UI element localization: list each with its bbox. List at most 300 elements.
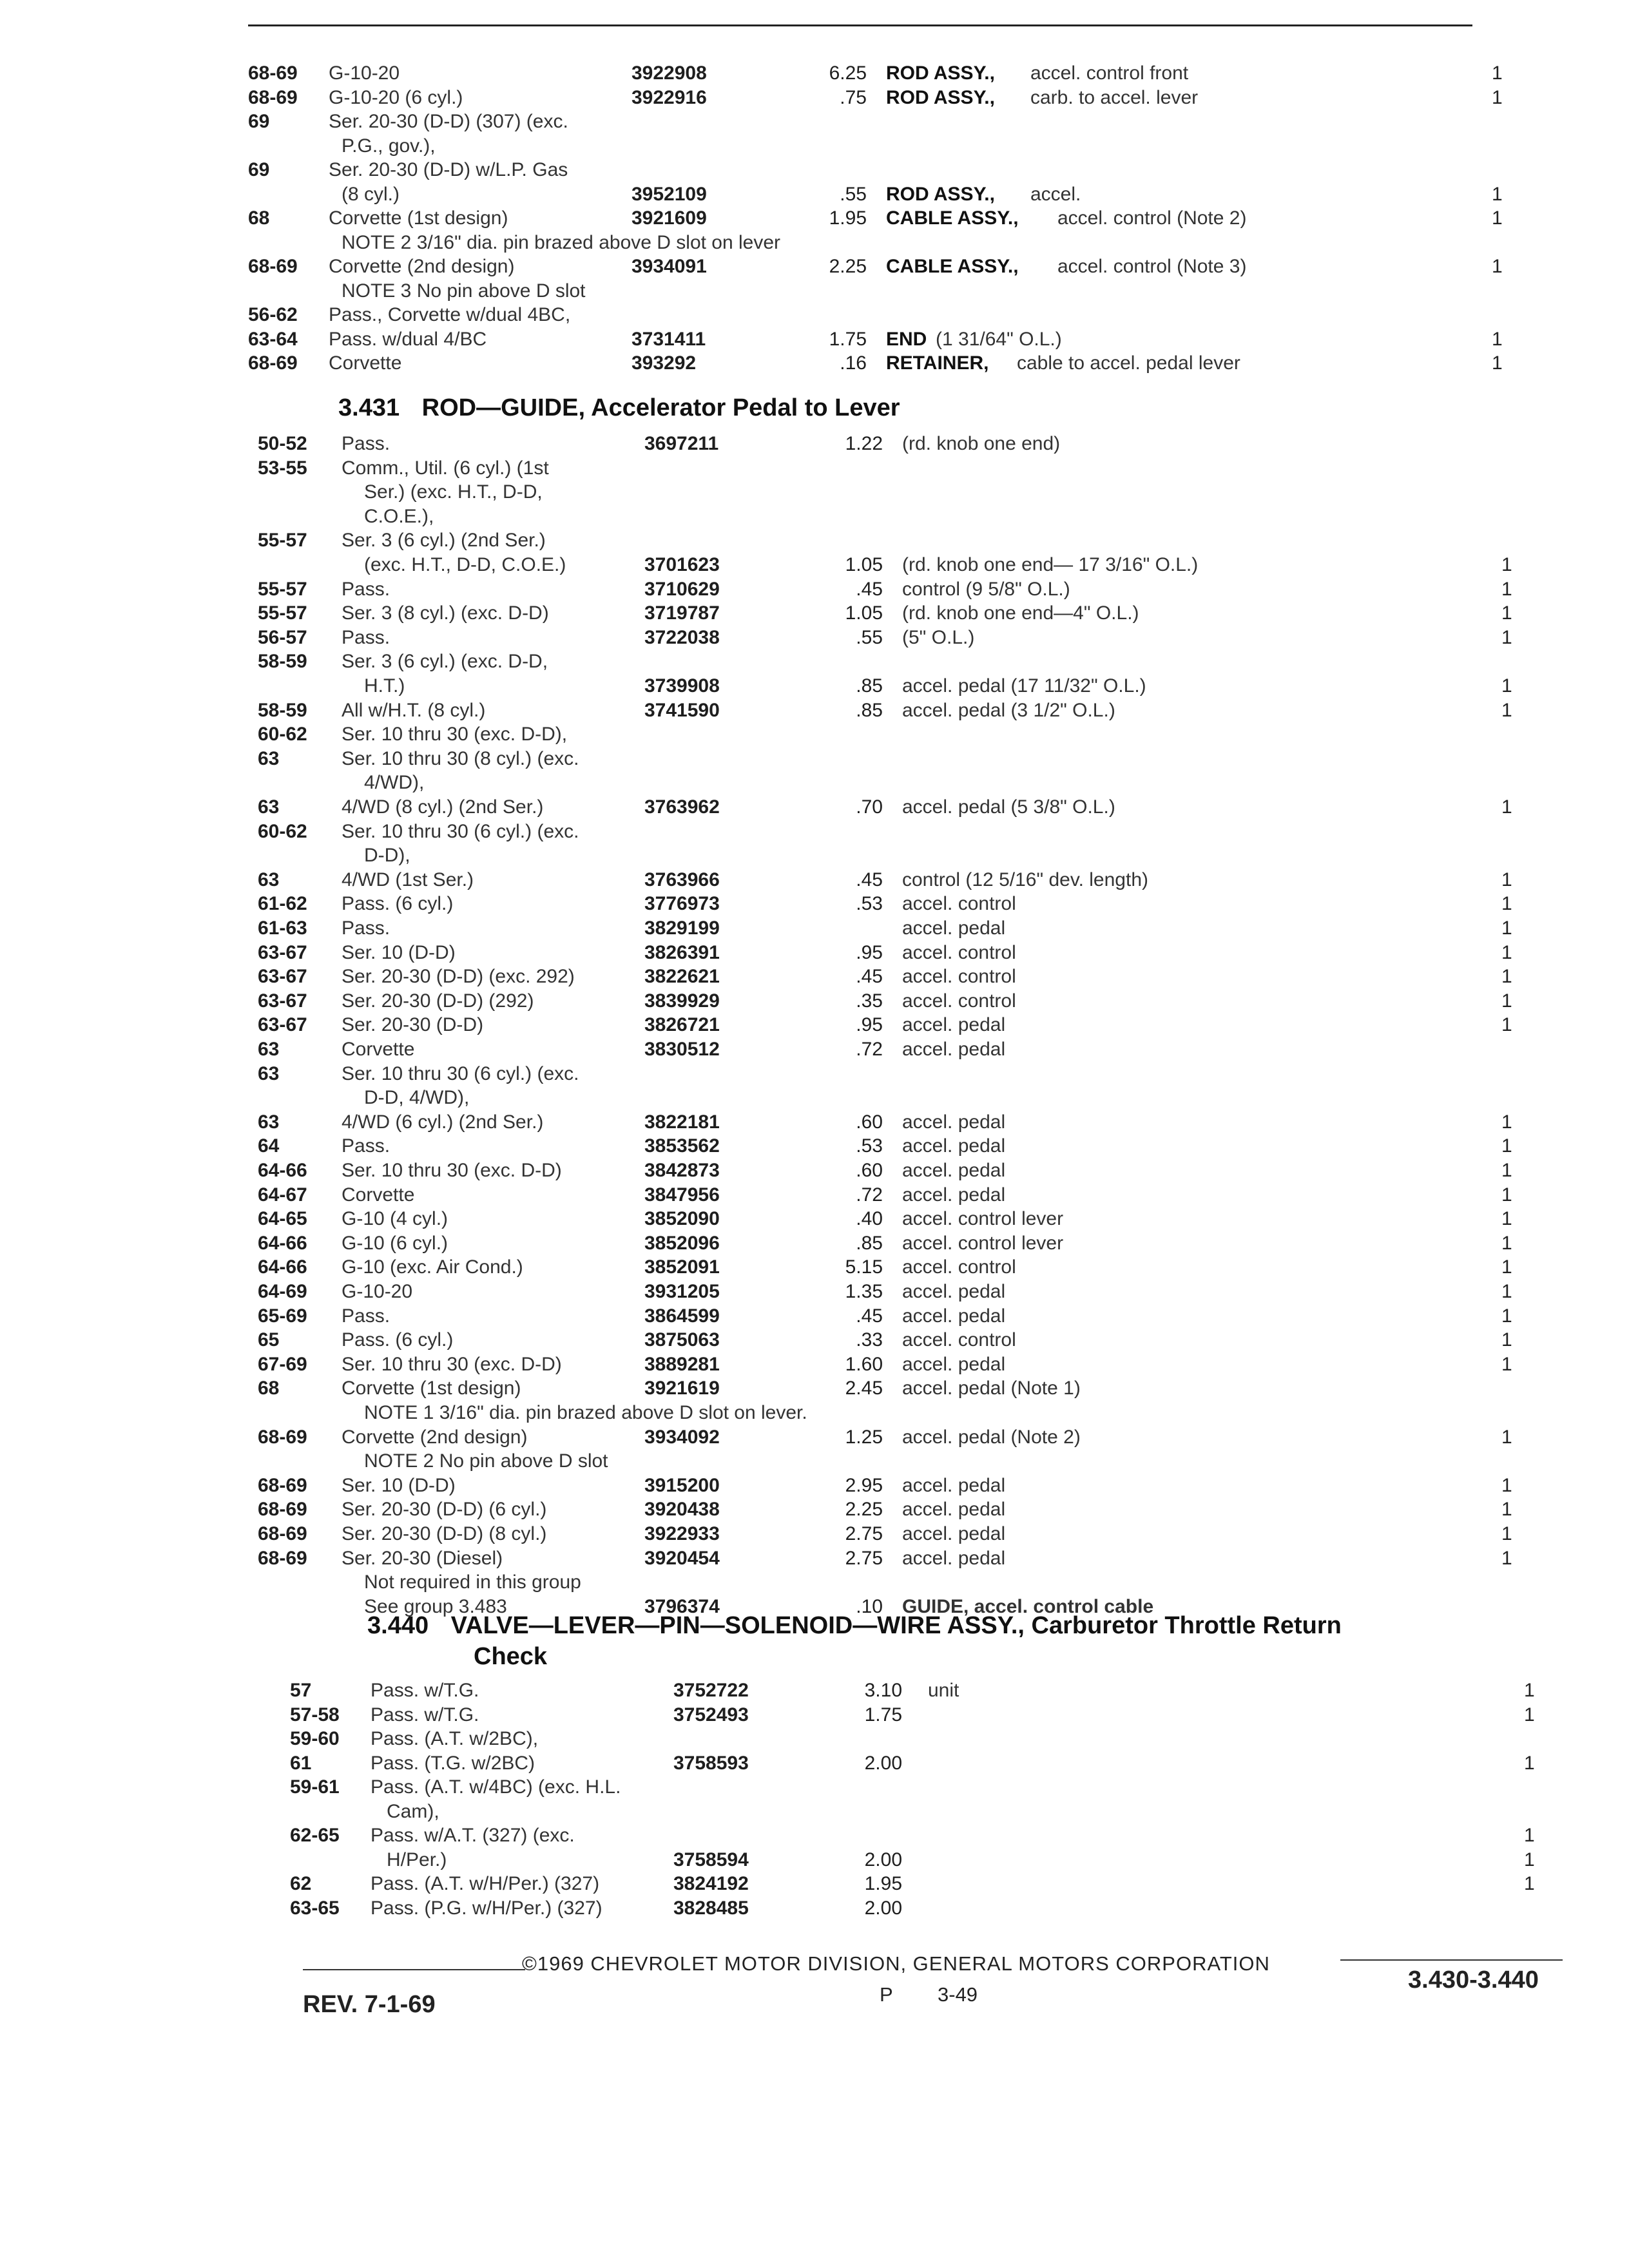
part-number: 3776973 xyxy=(644,893,720,915)
table-row xyxy=(0,722,1629,747)
part-number: 3830512 xyxy=(644,1039,720,1060)
year-range: 58-59 xyxy=(258,651,307,673)
part-description: accel. control (Note 2) xyxy=(1057,207,1247,229)
quantity: 1 xyxy=(1492,352,1503,374)
part-description: accel. control xyxy=(902,893,1016,915)
part-description: accel. pedal xyxy=(902,1160,1006,1181)
table-row xyxy=(0,303,1629,327)
quantity: 1 xyxy=(1501,1523,1512,1544)
quantity: 1 xyxy=(1501,796,1512,818)
part-number: 3889281 xyxy=(644,1353,720,1375)
application: Pass. (P.G. w/H/Per.) (327) xyxy=(371,1897,602,1919)
part-number: 3739908 xyxy=(644,675,720,697)
part-description: accel. control (Note 3) xyxy=(1057,256,1247,277)
quantity: 1 xyxy=(1524,1704,1535,1725)
part-number: 3752493 xyxy=(673,1704,749,1725)
list-price: 2.00 xyxy=(864,1897,902,1919)
part-description: control (9 5/8" O.L.) xyxy=(902,578,1070,600)
table-row xyxy=(0,1872,1629,1896)
table-row xyxy=(0,1678,1629,1703)
list-price: .72 xyxy=(856,1039,883,1060)
year-range: 68-69 xyxy=(248,256,298,277)
quantity: 1 xyxy=(1501,602,1512,624)
table-row xyxy=(0,1896,1629,1921)
section-number: 3.431 xyxy=(338,394,400,421)
part-description: accel. xyxy=(1030,183,1081,205)
year-range: 63-67 xyxy=(258,990,307,1012)
part-number: 3920438 xyxy=(644,1499,720,1521)
part-description: accel. control xyxy=(902,1329,1016,1351)
quantity: 1 xyxy=(1501,1281,1512,1302)
table-row xyxy=(0,626,1629,650)
section-title: ROD—GUIDE, Accelerator Pedal to Lever xyxy=(421,394,900,421)
list-price: 1.05 xyxy=(845,602,883,624)
quantity: 1 xyxy=(1524,1752,1535,1774)
part-name: CABLE ASSY., xyxy=(886,207,1019,229)
quantity: 1 xyxy=(1524,1873,1535,1894)
application: Pass. w/T.G. xyxy=(371,1680,479,1701)
application: Cam), xyxy=(387,1800,439,1822)
year-range: 59-61 xyxy=(290,1776,340,1798)
table-row xyxy=(0,892,1629,916)
part-description: (rd. knob one end— 17 3/16" O.L.) xyxy=(902,554,1199,575)
revision-date: REV. 7-1-69 xyxy=(303,1991,436,2018)
application: C.O.E.), xyxy=(364,505,434,527)
list-price: 5.15 xyxy=(845,1256,883,1278)
part-description: accel. pedal xyxy=(902,1014,1006,1036)
part-number: 3763966 xyxy=(644,869,720,890)
table-row xyxy=(0,505,1629,529)
part-description: accel. control lever xyxy=(902,1232,1064,1254)
top-rule xyxy=(248,24,1472,26)
application: 4/WD (8 cyl.) (2nd Ser.) xyxy=(342,796,544,818)
year-range: 64-66 xyxy=(258,1256,307,1278)
application: Pass. w/dual 4/BC xyxy=(329,328,487,350)
part-name: ROD ASSY., xyxy=(886,62,995,84)
application: (8 cyl.) xyxy=(342,183,400,205)
part-description: accel. pedal xyxy=(902,1039,1006,1060)
part-number: 3822621 xyxy=(644,966,720,988)
list-price: 2.95 xyxy=(845,1474,883,1496)
table-row xyxy=(0,1425,1629,1450)
part-description: accel. pedal xyxy=(902,1184,1006,1206)
table-row xyxy=(0,1328,1629,1352)
year-range: 55-57 xyxy=(258,602,307,624)
application: Ser. 3 (6 cyl.) (2nd Ser.) xyxy=(342,530,546,552)
year-range: 68 xyxy=(248,207,270,229)
copyright: ©1969 CHEVROLET MOTOR DIVISION, GENERAL MOTORS CORPORATION xyxy=(522,1952,1270,1975)
part-number: 3758594 xyxy=(673,1849,749,1870)
list-price: 1.95 xyxy=(829,207,867,229)
part-number: 3922908 xyxy=(631,62,707,84)
year-range: 56-57 xyxy=(258,626,307,648)
application: Corvette (2nd design) xyxy=(329,256,515,277)
year-range: 61 xyxy=(290,1752,312,1774)
part-description: accel. pedal xyxy=(902,1305,1006,1327)
application: All w/H.T. (8 cyl.) xyxy=(342,699,486,721)
list-price: .16 xyxy=(840,352,867,374)
section-range: 3.430-3.440 xyxy=(1408,1966,1539,1994)
application: 4/WD), xyxy=(364,772,425,794)
list-price: .75 xyxy=(840,86,867,108)
application: G-10 (exc. Air Cond.) xyxy=(342,1256,523,1278)
list-price: 1.95 xyxy=(864,1873,902,1894)
year-range: 69 xyxy=(248,159,270,180)
application: Pass. (A.T. w/2BC), xyxy=(371,1728,539,1749)
quantity: 1 xyxy=(1492,183,1503,205)
table-row xyxy=(0,1086,1629,1110)
quantity: 1 xyxy=(1501,675,1512,697)
application: Corvette xyxy=(329,352,402,374)
list-price: .60 xyxy=(856,1111,883,1133)
part-description: accel. control xyxy=(902,1256,1016,1278)
application: NOTE 1 3/16" dia. pin brazed above D slot on lever. xyxy=(364,1402,807,1423)
table-row xyxy=(0,86,1629,110)
year-range: 58-59 xyxy=(258,699,307,721)
part-number: 3842873 xyxy=(644,1160,720,1181)
table-row xyxy=(0,480,1629,505)
quantity: 1 xyxy=(1492,86,1503,108)
application: P.G., gov.), xyxy=(342,135,436,157)
part-name: CABLE ASSY., xyxy=(886,256,1019,277)
year-range: 68-69 xyxy=(248,352,298,374)
list-price: .33 xyxy=(856,1329,883,1351)
list-price: .45 xyxy=(856,966,883,988)
part-name: ROD ASSY., xyxy=(886,86,995,108)
application: Ser. 20-30 (Diesel) xyxy=(342,1547,503,1569)
application: Ser. 20-30 (D-D) (6 cyl.) xyxy=(342,1499,547,1521)
part-number: 3864599 xyxy=(644,1305,720,1327)
page-number: 3-49 xyxy=(938,1983,978,2006)
application: Pass. xyxy=(342,1305,390,1327)
table-row xyxy=(0,1304,1629,1329)
list-price: .53 xyxy=(856,893,883,915)
quantity: 1 xyxy=(1501,1160,1512,1181)
application: Ser. 3 (8 cyl.) (exc. D-D) xyxy=(342,602,549,624)
application: (exc. H.T., D-D, C.O.E.) xyxy=(364,554,566,575)
quantity: 1 xyxy=(1501,1014,1512,1036)
table-row xyxy=(0,916,1629,941)
table-row xyxy=(0,820,1629,844)
year-range: 64-66 xyxy=(258,1232,307,1254)
footer-rule-right xyxy=(1340,1959,1563,1961)
table-row xyxy=(0,965,1629,989)
quantity: 1 xyxy=(1492,256,1503,277)
table-row xyxy=(0,1497,1629,1522)
year-range: 62 xyxy=(290,1873,312,1894)
year-range: 68-69 xyxy=(258,1523,307,1544)
application: Ser. 20-30 (D-D) (8 cyl.) xyxy=(342,1523,547,1544)
part-number: 3763962 xyxy=(644,796,720,818)
quantity: 1 xyxy=(1501,1329,1512,1351)
part-description: (5" O.L.) xyxy=(902,626,975,648)
part-description: accel. control front xyxy=(1030,62,1189,84)
year-range: 63-64 xyxy=(248,328,298,350)
table-row xyxy=(0,1449,1629,1474)
list-price: .72 xyxy=(856,1184,883,1206)
application: NOTE 3 No pin above D slot xyxy=(342,280,586,302)
application: G-10-20 (6 cyl.) xyxy=(329,86,463,108)
part-description: (rd. knob one end—4" O.L.) xyxy=(902,602,1139,624)
list-price: 1.25 xyxy=(845,1426,883,1448)
part-description: GUIDE, accel. control cable xyxy=(902,1595,1154,1617)
list-price: .10 xyxy=(856,1595,883,1617)
application: Pass. xyxy=(342,578,390,600)
table-row xyxy=(0,601,1629,626)
application: G-10 (4 cyl.) xyxy=(342,1208,448,1230)
application: H/Per.) xyxy=(387,1849,447,1870)
list-price: .45 xyxy=(856,869,883,890)
table-row xyxy=(0,1570,1629,1595)
list-price: 2.25 xyxy=(845,1499,883,1521)
list-price: .45 xyxy=(856,1305,883,1327)
part-number: 3722038 xyxy=(644,626,720,648)
table-row xyxy=(0,182,1629,207)
section-heading-3440-line2 xyxy=(474,1643,547,1671)
part-description: accel. pedal (Note 2) xyxy=(902,1426,1081,1448)
application: D-D, 4/WD), xyxy=(364,1087,470,1109)
part-description: accel. pedal (3 1/2" O.L.) xyxy=(902,699,1115,721)
part-number: 3752722 xyxy=(673,1680,749,1701)
year-range: 69 xyxy=(248,111,270,132)
year-range: 62-65 xyxy=(290,1825,340,1846)
part-number: 3915200 xyxy=(644,1474,720,1496)
application: Ser.) (exc. H.T., D-D, xyxy=(364,481,543,503)
year-range: 61-63 xyxy=(258,918,307,939)
table-row xyxy=(0,1823,1629,1848)
year-range: 61-62 xyxy=(258,893,307,915)
list-price: .95 xyxy=(856,1014,883,1036)
year-range: 68-69 xyxy=(258,1499,307,1521)
table-row xyxy=(0,528,1629,553)
table-row xyxy=(0,351,1629,376)
table-row xyxy=(0,674,1629,698)
table-row xyxy=(0,110,1629,134)
application: Ser. 10 thru 30 (6 cyl.) (exc. xyxy=(342,820,579,842)
application: Ser. 20-30 (D-D) xyxy=(342,1014,484,1036)
part-description: accel. pedal xyxy=(902,1547,1006,1569)
list-price: 1.05 xyxy=(845,554,883,575)
application: Ser. 20-30 (D-D) (exc. 292) xyxy=(342,966,575,988)
table-row xyxy=(0,255,1629,279)
part-description: accel. pedal xyxy=(902,1523,1006,1544)
quantity: 1 xyxy=(1501,1305,1512,1327)
table-row xyxy=(0,1848,1629,1872)
application: G-10-20 xyxy=(329,62,400,84)
part-number: 3710629 xyxy=(644,578,720,600)
table-row xyxy=(0,1255,1629,1280)
quantity: 1 xyxy=(1501,869,1512,890)
table-row xyxy=(0,649,1629,674)
table-row xyxy=(0,158,1629,182)
part-number: 3853562 xyxy=(644,1135,720,1157)
year-range: 68-69 xyxy=(258,1426,307,1448)
list-price: 1.75 xyxy=(829,328,867,350)
table-row xyxy=(0,1751,1629,1776)
application: Pass. (A.T. w/H/Per.) (327) xyxy=(371,1873,600,1894)
table-row xyxy=(0,1546,1629,1571)
application: 4/WD (6 cyl.) (2nd Ser.) xyxy=(342,1111,544,1133)
year-range: 65 xyxy=(258,1329,280,1351)
table-row xyxy=(0,941,1629,965)
application: Corvette (1st design) xyxy=(342,1378,521,1399)
quantity: 1 xyxy=(1501,1135,1512,1157)
year-range: 63 xyxy=(258,796,280,818)
year-range: 65-69 xyxy=(258,1305,307,1327)
section-title-cont: Check xyxy=(474,1643,548,1670)
quantity: 1 xyxy=(1492,207,1503,229)
table-row xyxy=(0,61,1629,86)
list-price: .40 xyxy=(856,1208,883,1230)
part-number: 3921609 xyxy=(631,207,707,229)
part-name: END xyxy=(886,328,927,350)
year-range: 63 xyxy=(258,869,280,890)
quantity: 1 xyxy=(1501,1232,1512,1254)
quantity: 1 xyxy=(1501,1547,1512,1569)
table-row xyxy=(0,553,1629,577)
part-description: accel. control lever xyxy=(902,1208,1064,1230)
table-row xyxy=(0,1727,1629,1751)
list-price: .53 xyxy=(856,1135,883,1157)
application: Ser. 20-30 (D-D) (292) xyxy=(342,990,534,1012)
year-range: 64 xyxy=(258,1135,280,1157)
part-number: 3824192 xyxy=(673,1873,749,1894)
part-number: 3847956 xyxy=(644,1184,720,1206)
year-range: 64-67 xyxy=(258,1184,307,1206)
year-range: 63-65 xyxy=(290,1897,340,1919)
quantity: 1 xyxy=(1501,918,1512,939)
quantity: 1 xyxy=(1501,1426,1512,1448)
part-description: carb. to accel. lever xyxy=(1030,86,1199,108)
year-range: 59-60 xyxy=(290,1728,340,1749)
year-range: 64-65 xyxy=(258,1208,307,1230)
part-description: accel. control xyxy=(902,966,1016,988)
part-description: accel. pedal (Note 1) xyxy=(902,1378,1081,1399)
year-range: 63-67 xyxy=(258,966,307,988)
part-number: 3952109 xyxy=(631,183,707,205)
quantity: 1 xyxy=(1501,1184,1512,1206)
part-number: 3826391 xyxy=(644,941,720,963)
footer-rule-left xyxy=(303,1969,525,1970)
quantity: 1 xyxy=(1501,1474,1512,1496)
list-price: .60 xyxy=(856,1160,883,1181)
table-row xyxy=(0,698,1629,723)
table-row xyxy=(0,989,1629,1014)
application: Corvette (2nd design) xyxy=(342,1426,528,1448)
table-row xyxy=(0,577,1629,602)
part-number: 3920454 xyxy=(644,1547,720,1569)
part-number: 3934091 xyxy=(631,256,707,277)
part-number: 3829199 xyxy=(644,918,720,939)
section-heading-3431 xyxy=(338,394,900,422)
section-number: 3.440 xyxy=(367,1612,429,1639)
application: Not required in this group xyxy=(364,1571,581,1593)
table-row xyxy=(0,795,1629,820)
year-range: 68 xyxy=(258,1378,280,1399)
application: Corvette xyxy=(342,1039,415,1060)
list-price: .85 xyxy=(856,699,883,721)
year-range: 63 xyxy=(258,1062,280,1084)
list-price: 3.10 xyxy=(864,1680,902,1701)
table-row xyxy=(0,279,1629,303)
part-number: 3697211 xyxy=(644,433,719,454)
part-name: ROD ASSY., xyxy=(886,183,995,205)
part-number: 3852091 xyxy=(644,1256,720,1278)
part-number: 3828485 xyxy=(673,1897,749,1919)
table-row xyxy=(0,1522,1629,1546)
quantity: 1 xyxy=(1492,328,1503,350)
list-price: 2.00 xyxy=(864,1849,902,1870)
table-row xyxy=(0,1037,1629,1062)
table-row xyxy=(0,1703,1629,1727)
quantity: 1 xyxy=(1501,1208,1512,1230)
table-row xyxy=(0,231,1629,255)
part-number: 3922916 xyxy=(631,86,707,108)
year-range: 63 xyxy=(258,747,280,769)
part-description: cable to accel. pedal lever xyxy=(1017,352,1240,374)
application: D-D), xyxy=(364,845,410,867)
year-range: 60-62 xyxy=(258,820,307,842)
table-row xyxy=(0,747,1629,771)
application: Corvette (1st design) xyxy=(329,207,508,229)
application: See group 3.483 xyxy=(364,1595,507,1617)
application: Corvette xyxy=(342,1184,415,1206)
year-range: 64-66 xyxy=(258,1160,307,1181)
list-price: 1.60 xyxy=(845,1353,883,1375)
section-heading-3440 xyxy=(367,1612,1342,1640)
application: Ser. 10 thru 30 (exc. D-D), xyxy=(342,724,568,745)
year-range: 57 xyxy=(290,1680,312,1701)
part-number: 3822181 xyxy=(644,1111,720,1133)
list-price: .70 xyxy=(856,796,883,818)
year-range: 68-69 xyxy=(248,86,298,108)
application: H.T.) xyxy=(364,675,405,697)
application: Pass. xyxy=(342,918,390,939)
part-number: 3741590 xyxy=(644,699,720,721)
table-row xyxy=(0,327,1629,352)
part-number: 3852096 xyxy=(644,1232,720,1254)
list-price: 2.45 xyxy=(845,1378,883,1399)
quantity: 1 xyxy=(1501,1499,1512,1521)
part-description: accel. pedal xyxy=(902,1499,1006,1521)
year-range: 55-57 xyxy=(258,578,307,600)
part-description: accel. pedal xyxy=(902,918,1006,939)
part-description: accel. pedal xyxy=(902,1281,1006,1302)
list-price: 2.75 xyxy=(845,1547,883,1569)
quantity: 1 xyxy=(1501,554,1512,575)
application: Comm., Util. (6 cyl.) (1st xyxy=(342,457,549,479)
year-range: 68-69 xyxy=(258,1547,307,1569)
part-description: accel. pedal (17 11/32" O.L.) xyxy=(902,675,1146,697)
list-price: .95 xyxy=(856,941,883,963)
part-number: 3931205 xyxy=(644,1281,720,1302)
list-price: 2.25 xyxy=(829,256,867,277)
quantity: 1 xyxy=(1524,1849,1535,1870)
year-range: 55-57 xyxy=(258,530,307,552)
list-price: .85 xyxy=(856,675,883,697)
part-description: accel. pedal xyxy=(902,1135,1006,1157)
application: 4/WD (1st Ser.) xyxy=(342,869,474,890)
list-price: 6.25 xyxy=(829,62,867,84)
table-row xyxy=(0,868,1629,892)
part-number: 393292 xyxy=(631,352,697,374)
table-row xyxy=(0,1231,1629,1256)
quantity: 1 xyxy=(1501,1111,1512,1133)
quantity: 1 xyxy=(1501,966,1512,988)
application: Pass. w/A.T. (327) (exc. xyxy=(371,1825,575,1846)
table-row xyxy=(0,206,1629,231)
part-number: 3839929 xyxy=(644,990,720,1012)
